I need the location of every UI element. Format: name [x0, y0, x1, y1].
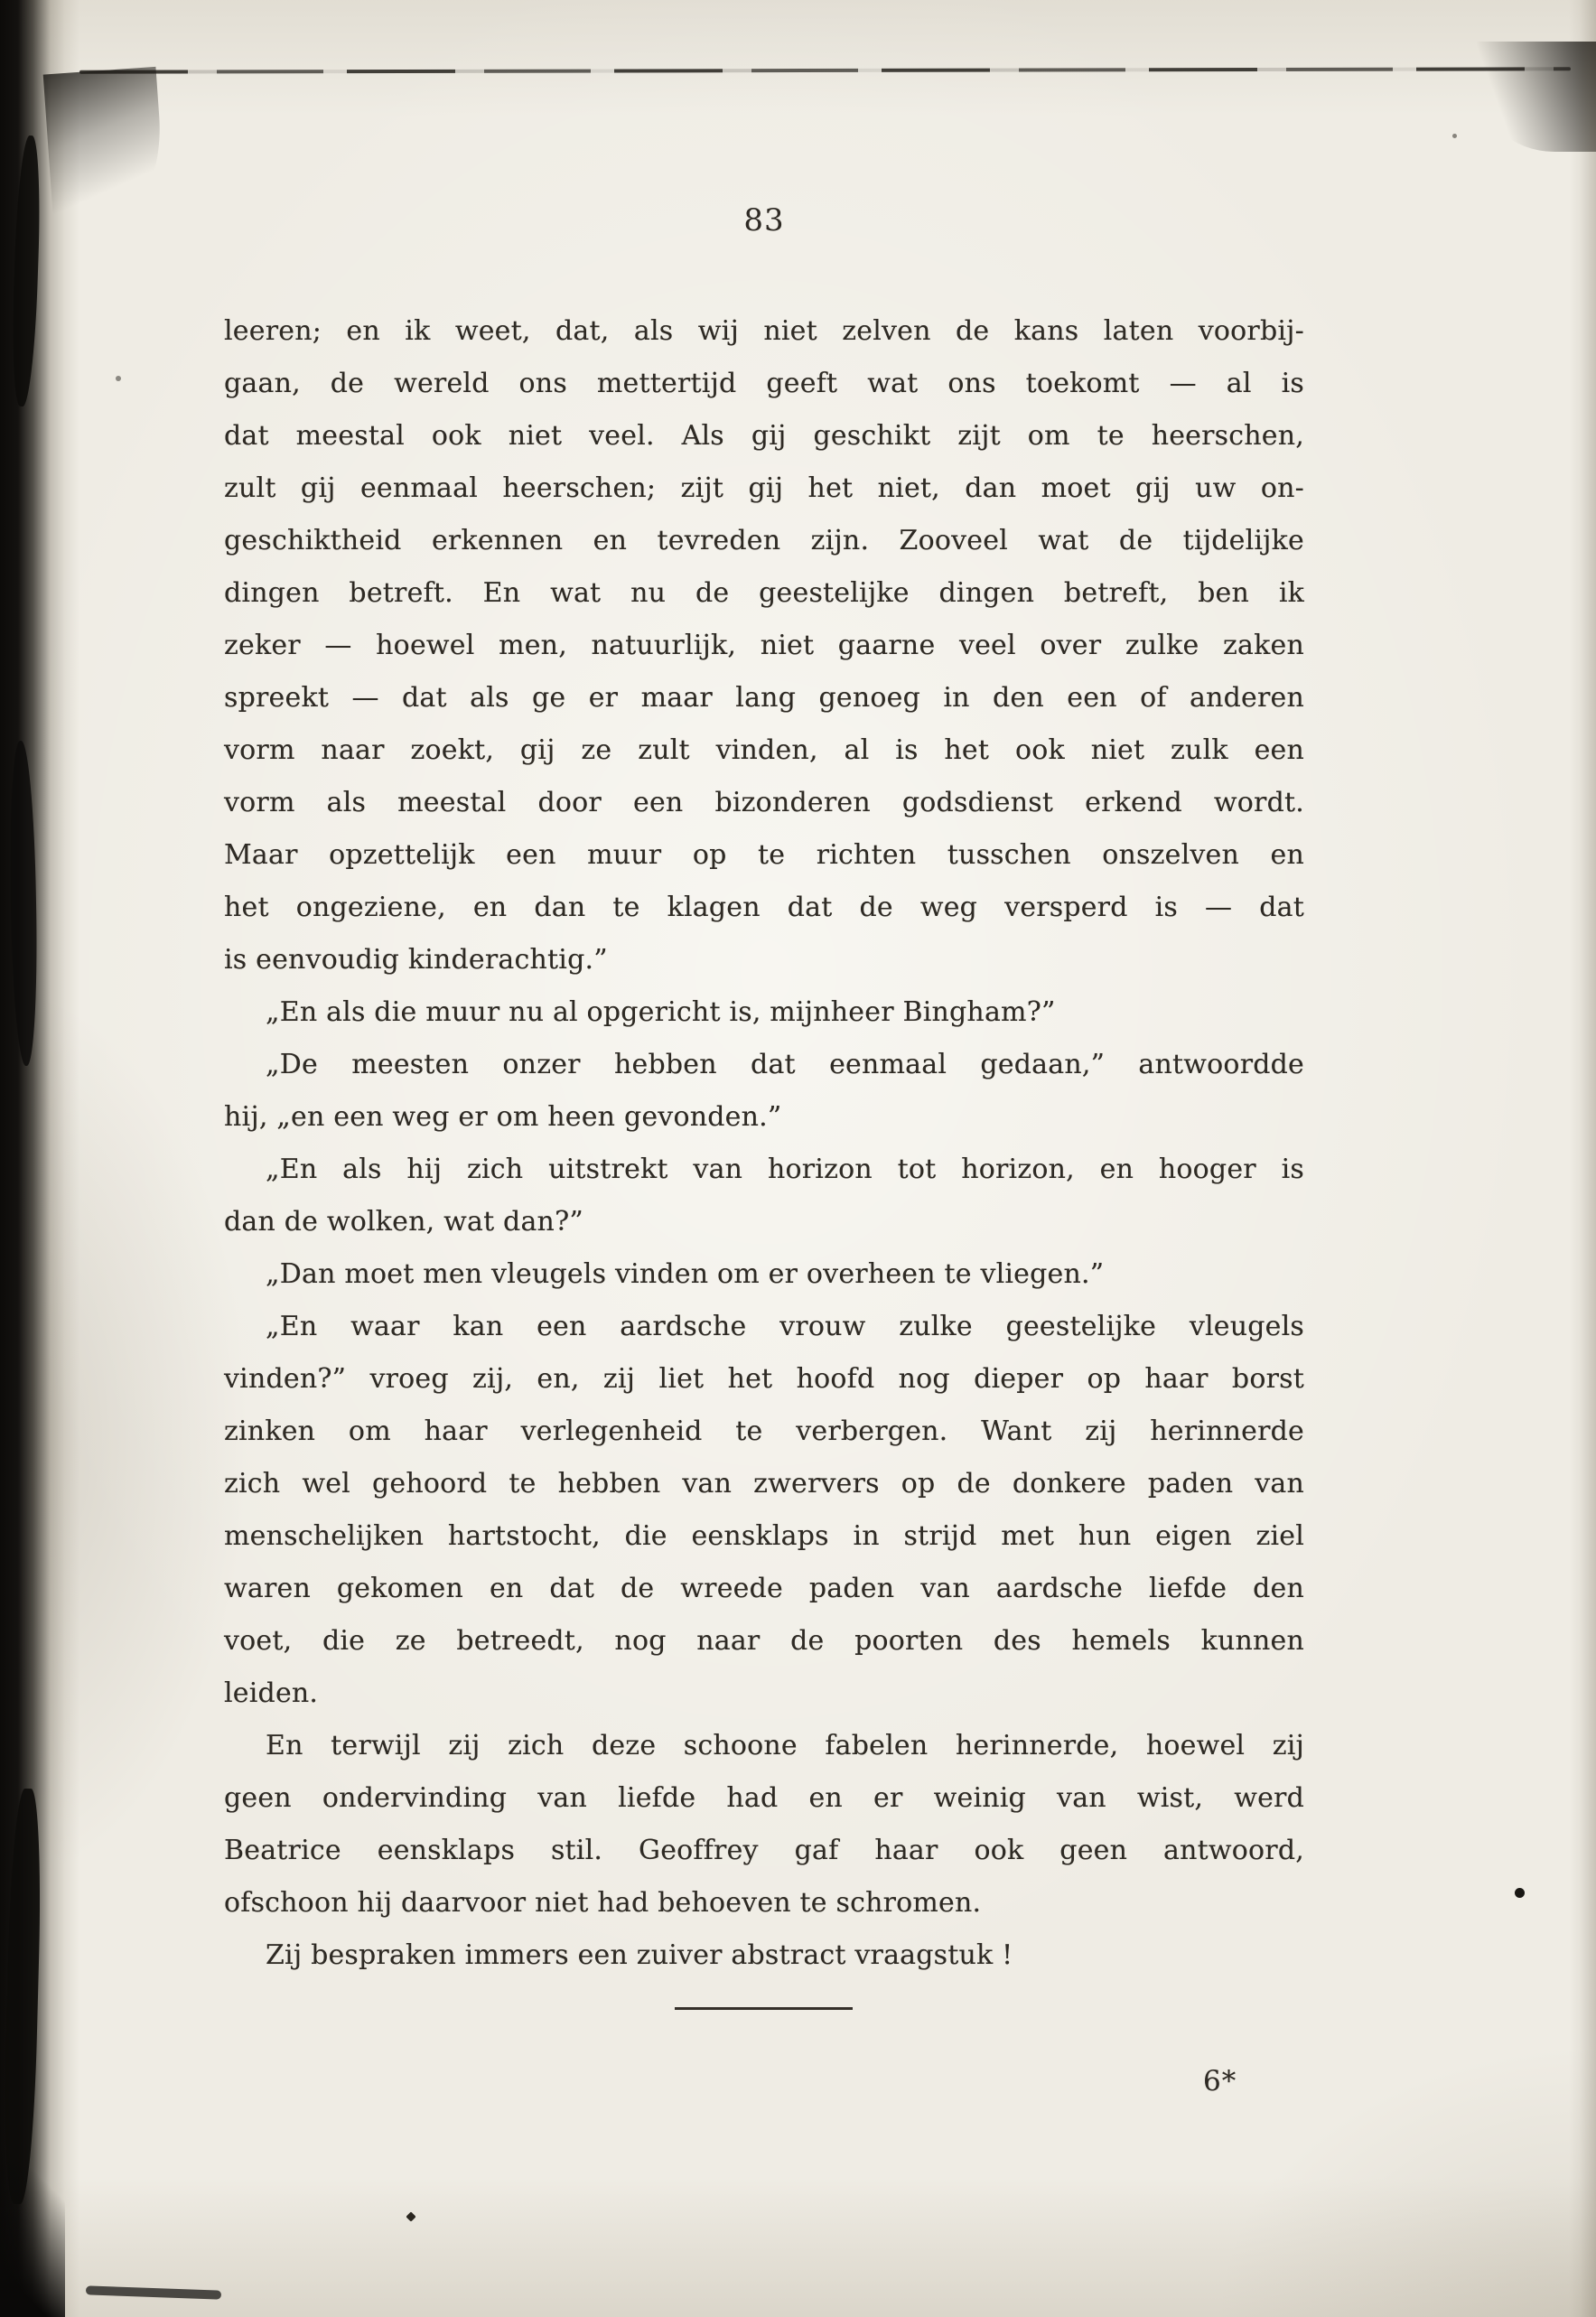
text-line: vinden?” vroeg zij, en, zij liet het hoofd nog dieper op haar borst — [224, 1363, 1304, 1395]
page-right-edge-shade — [1569, 0, 1596, 2317]
text-line: gaan, de wereld ons mettertijd geeft wat ons toekomt — al is — [224, 368, 1304, 399]
text-line: „En waar kan een aardsche vrouw zulke geestelijke vleugels — [266, 1311, 1304, 1342]
text-line: leeren; en ik weet, dat, als wij niet zelven de kans laten voorbij- — [224, 315, 1304, 347]
text-line: is eenvoudig kinderachtig.” — [224, 944, 608, 976]
text-line: En terwijl zij zich deze schoone fabelen herinnerde, hoewel zij — [266, 1730, 1304, 1761]
text-line: spreekt — dat als ge er maar lang genoeg in den een of anderen — [224, 682, 1304, 714]
text-line: zult gij eenmaal heerschen; zijt gij het niet, dan moet gij uw on- — [224, 472, 1304, 504]
text-line: waren gekomen en dat de wreede paden van aardsche liefde den — [224, 1573, 1304, 1604]
ink-speck — [116, 376, 121, 381]
page-number: 83 — [743, 202, 785, 238]
ink-speck — [406, 2211, 415, 2221]
text-line: Beatrice eensklaps stil. Geoffrey gaf haar ook geen antwoord, — [224, 1835, 1304, 1866]
text-line: zeker — hoewel men, natuurlijk, niet gaarne veel over zulke zaken — [224, 630, 1304, 661]
text-line: geen ondervinding van liefde had en er weinig van wist, werd — [224, 1782, 1304, 1814]
text-line: geschiktheid erkennen en tevreden zijn. Zooveel wat de tijdelijke — [224, 525, 1304, 556]
text-line: Maar opzettelijk een muur op te richten tusschen onszelven en — [224, 839, 1304, 871]
text-line: menschelijken hartstocht, die eensklaps in strijd met hun eigen ziel — [224, 1520, 1304, 1552]
text-line: dat meestal ook niet veel. Als gij geschikt zijt om te heerschen, — [224, 420, 1304, 452]
text-line: vorm naar zoekt, gij ze zult vinden, al is het ook niet zulk een — [224, 734, 1304, 766]
text-line: Zij bespraken immers een zuiver abstract vraagstuk ! — [266, 1939, 1013, 1971]
page-top-edge-line — [79, 67, 1571, 73]
text-line: ofschoon hij daarvoor niet had behoeven te schromen. — [224, 1887, 982, 1919]
text-line: „En als die muur nu al opgericht is, mijnheer Bingham?” — [266, 996, 1056, 1028]
ink-speck — [1452, 134, 1457, 138]
text-line: dan de wolken, wat dan?” — [224, 1206, 583, 1238]
signature-mark: 6* — [1203, 2065, 1237, 2097]
text-line: „En als hij zich uitstrekt van horizon tot horizon, en hooger is — [266, 1154, 1304, 1185]
text-line: het ongeziene, en dan te klagen dat de weg versperd is — dat — [224, 892, 1304, 923]
text-block — [224, 305, 1304, 1982]
bottom-edge-smudge — [86, 2285, 221, 2299]
text-line: „De meesten onzer hebben dat eenmaal gedaan,” antwoordde — [266, 1049, 1304, 1080]
text-line: voet, die ze betreedt, nog naar de poorten des hemels kunnen — [224, 1625, 1304, 1657]
text-line: leiden. — [224, 1677, 319, 1709]
section-divider — [675, 2007, 853, 2010]
text-line: vorm als meestal door een bizonderen godsdienst erkend wordt. — [224, 787, 1304, 818]
ink-speck — [1515, 1888, 1525, 1898]
text-line: dingen betreft. En wat nu de geestelijke dingen betreft, ben ik — [224, 577, 1304, 609]
scan-smudge-top-left — [43, 67, 168, 241]
text-line: zinken om haar verlegenheid te verbergen. Want zij herinnerde — [224, 1415, 1304, 1447]
corner-shadow-bottom-left — [0, 2150, 65, 2317]
text-line: zich wel gehoord te hebben van zwervers op de donkere paden van — [224, 1468, 1304, 1500]
text-line: „Dan moet men vleugels vinden om er overheen te vliegen.” — [266, 1258, 1105, 1290]
text-line: hij, „en een weg er om heen gevonden.” — [224, 1101, 782, 1133]
